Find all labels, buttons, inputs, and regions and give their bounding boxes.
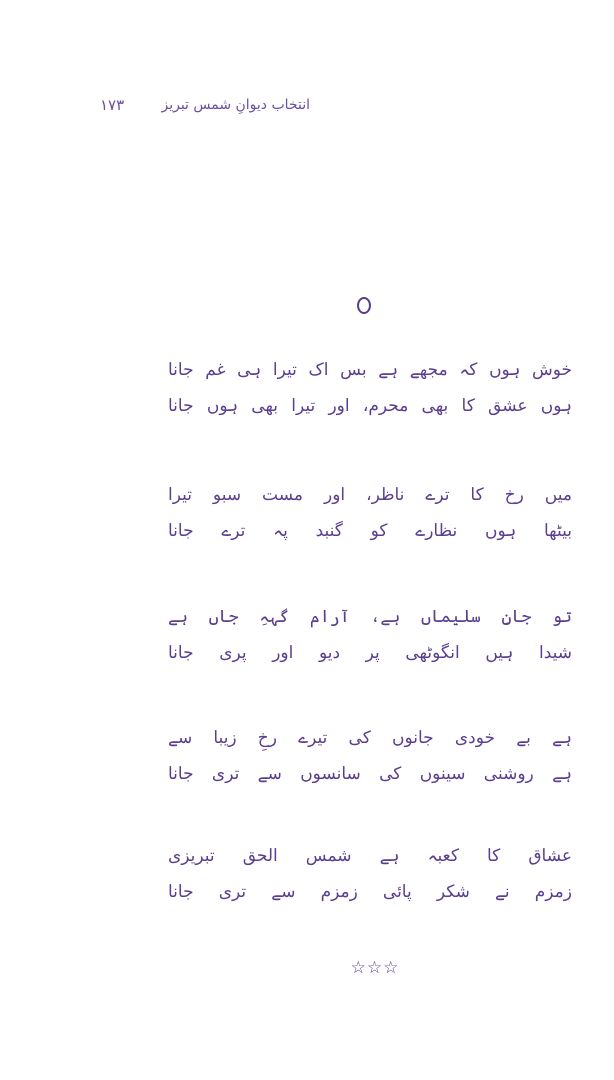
stanza-5 [168, 838, 572, 910]
verse-line: شیدا ہیں انگوٹھی پر دیو اور پری جانا [168, 643, 572, 663]
stanza-3 [168, 599, 572, 671]
verse-line: ہوں عشق کا بھی محرم، اور تیرا بھی ہوں جانا [168, 396, 572, 416]
end-star-ornament: ☆☆☆ [350, 958, 400, 978]
stanza-2 [168, 477, 572, 549]
verse-line: ہے روشنی سینوں کی سانسوں سے تری جانا [168, 764, 572, 784]
verse-line: میں رخ کا ترے ناظر، اور مست سبو تیرا [168, 485, 572, 505]
verse-line: عشاق کا کعبہ ہے شمس الحق تبریزی [168, 846, 572, 866]
verse-line: بیٹھا ہوں نظارے کو گنبد پہ ترے جانا [168, 521, 572, 541]
verse-line: ہے بے خودی جانوں کی تیرے رخِ زیبا سے [168, 728, 572, 748]
running-header [100, 92, 310, 118]
verse-line: خوش ہوں کہ مجھے ہے بس اک تیرا ہی غم جانا [168, 360, 572, 380]
verse-line: تو جانِ سلیماں ہے، آرام گہہِ جاں ہے [168, 607, 572, 627]
running-header-title: انتخاب دیوانِ شمس تبریز [161, 97, 310, 113]
verse-line: زمزم نے شکر پائی زمزم سے تری جانا [168, 882, 572, 902]
stanza-1 [168, 352, 572, 424]
page-number: ۱۷۳ [100, 96, 125, 114]
stanza-4 [168, 720, 572, 792]
section-circle-mark [357, 297, 371, 314]
